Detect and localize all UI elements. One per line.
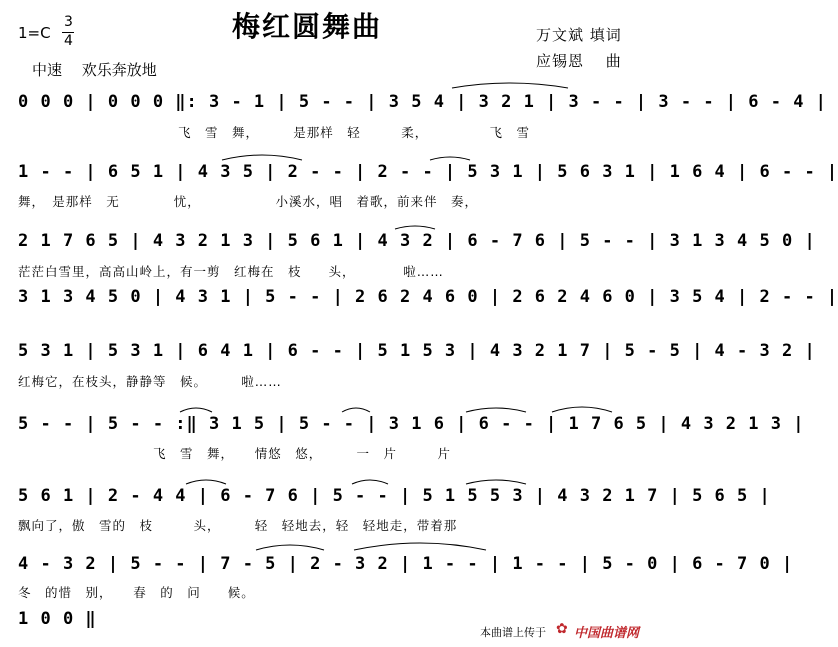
slur-7 [466, 408, 526, 412]
slur-13 [354, 543, 486, 550]
slur-8 [552, 407, 612, 412]
score-row-1-notes: 0 0 0 | 0 0 0 ‖: 3 - 1 | 5 - - | 3 5 4 | 3 2 1 | 3 - - | 3 - - | 6 - 4 | [18, 92, 827, 112]
lyricist-credit: 万文斌 填词 [536, 26, 622, 44]
score-row-5-lyrics: 红梅它，在枝头，静静等 候。 啦…… [18, 374, 282, 389]
slur-11 [466, 480, 526, 484]
slur-2 [222, 155, 302, 160]
score-row-5-notes: 5 3 1 | 5 3 1 | 6 4 1 | 6 - - | 5 1 5 3 | 4 3 2 1 7 | 5 - 5 | 4 - 3 2 | [18, 341, 816, 361]
score-row-2-lyrics: 舞， 是那样 无 忧， 小溪水，唱 着歌，前来伴 奏， [18, 194, 479, 209]
slur-1 [452, 83, 568, 88]
score-row-1-lyrics: 飞 雪 舞， 是那样 轻 柔， 飞 雪 [178, 125, 531, 140]
score-row-8-notes: 4 - 3 2 | 5 - - | 7 - 5 | 2 - 3 2 | 1 - - | 1 - - | 5 - 0 | 6 - 7 0 | [18, 554, 794, 574]
time-signature-bottom: 4 [64, 33, 73, 49]
slur-10 [352, 480, 388, 484]
score-row-4-notes: 3 1 3 4 5 0 | 4 3 1 | 5 - - | 2 6 2 4 6 0 | 2 6 2 4 6 0 | 3 5 4 | 2 - - | [18, 287, 838, 307]
score-row-8-lyrics: 冬 的惜 别， 春 的 问 候。 [18, 585, 255, 600]
slur-9 [186, 480, 226, 484]
tempo-marking: 中速 欢乐奔放地 [32, 61, 157, 79]
score-row-9-notes: 1 0 0 ‖ [18, 609, 97, 629]
score-row-2-notes: 1 - - | 6 5 1 | 4 3 5 | 2 - - | 2 - - | 5 3 1 | 5 6 3 1 | 1 6 4 | 6 - - | [18, 162, 838, 182]
score-row-7-lyrics: 飘向了，傲 雪的 枝 头， 轻 轻地去，轻 轻地走，带着那 [18, 518, 458, 533]
score-row-7-notes: 5 6 1 | 2 - 4 4 | 6 - 7 6 | 5 - - | 5 1 5 5 3 | 4 3 2 1 7 | 5 6 5 | [18, 486, 771, 506]
time-signature-top: 3 [64, 14, 73, 30]
score-row-3-notes: 2 1 7 6 5 | 4 3 2 1 3 | 5 6 1 | 4 3 2 | 6 - 7 6 | 5 - - | 3 1 3 4 5 0 | [18, 231, 816, 251]
slur-5 [180, 408, 212, 412]
score-row-6-notes: 5 - - | 5 - - :‖ 3 1 5 | 5 - - | 3 1 6 | 6 - - | 1 7 6 5 | 4 3 2 1 3 | [18, 414, 805, 434]
composer-credit: 应锡恩 曲 [536, 52, 622, 70]
slur-3 [430, 157, 470, 160]
song-title: 梅红圆舞曲 [232, 10, 383, 43]
site-logo-icon: ✿ [556, 621, 568, 637]
key-signature: 1=C [18, 24, 51, 42]
slur-4 [395, 226, 435, 229]
uploaded-note: 本曲谱上传于 [480, 626, 546, 639]
slur-6 [342, 408, 370, 412]
slur-12 [256, 545, 324, 550]
score-row-3-lyrics: 茫茫白雪里，高高山岭上，有一剪 红梅在 枝 头， 啦…… [18, 264, 444, 279]
score-row-6-lyrics: 飞 雪 舞， 情悠 悠， 一 片 片 [18, 446, 452, 461]
site-name[interactable]: 中国曲谱网 [574, 626, 640, 641]
